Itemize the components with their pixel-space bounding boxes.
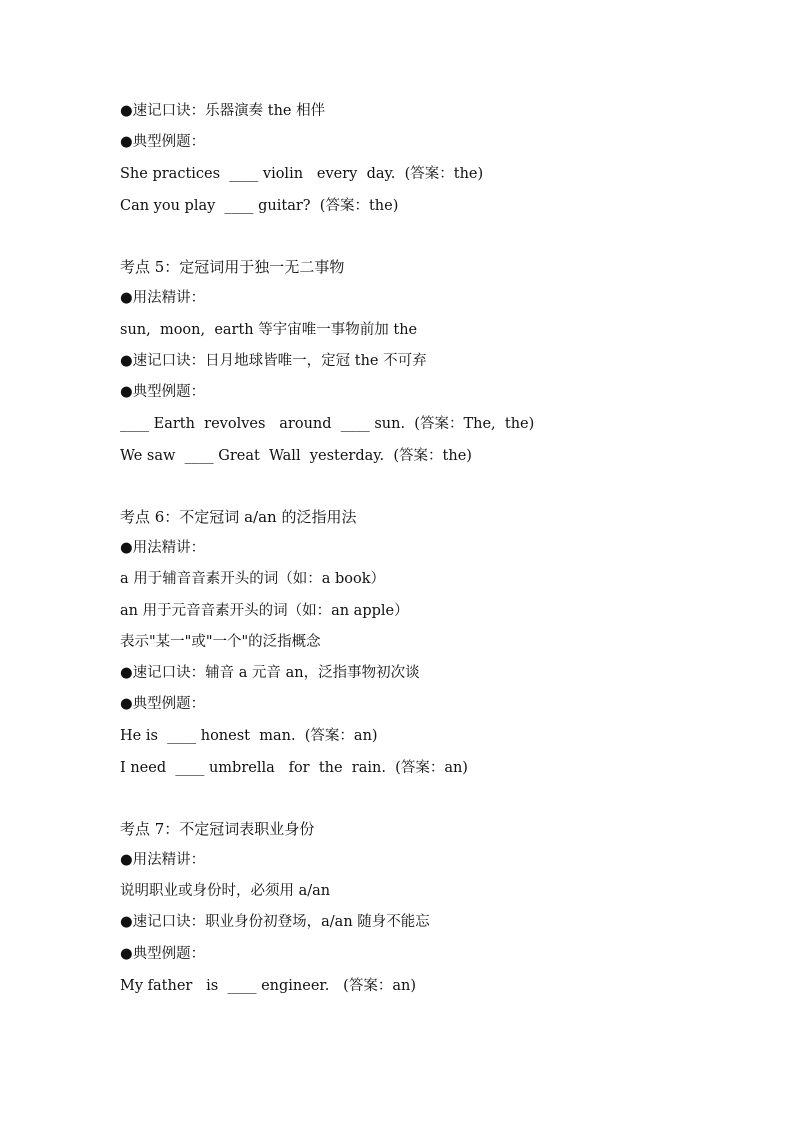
example-sentence: ____ Earth revolves around ____ sun. (答案：The, the) (120, 416, 535, 432)
usage-heading: ●用法精讲： (120, 852, 206, 868)
usage-heading: ●用法精讲： (120, 290, 206, 306)
example-heading: ●典型例题： (120, 134, 206, 150)
usage-text: a 用于辅音音素开头的词（如：a book） (120, 571, 386, 587)
example-sentence: She practices ____ violin every day. (答案：the) (120, 166, 484, 182)
example-heading: ●典型例题： (120, 384, 206, 400)
example-sentence: We saw ____ Great Wall yesterday. (答案：the) (120, 448, 472, 464)
section-heading-6: 考点 6：不定冠词 a/an 的泛指用法 (120, 508, 357, 526)
section-heading-5: 考点 5：定冠词用于独一无二事物 (120, 258, 345, 276)
usage-text: 说明职业或身份时，必须用 a/an (120, 883, 331, 899)
mnemonic-text: ●速记口诀：辅音 a 元音 an，泛指事物初次谈 (120, 665, 420, 681)
example-heading: ●典型例题： (120, 946, 206, 962)
mnemonic-instrument: ●速记口诀：乐器演奏 the 相伴 (120, 103, 326, 119)
usage-text: sun, moon, earth 等宇宙唯一事物前加 the (120, 322, 418, 338)
example-sentence: My father is ____ engineer. (答案：an) (120, 978, 416, 994)
example-sentence: I need ____ umbrella for the rain. (答案：an) (120, 760, 468, 776)
example-sentence: Can you play ____ guitar? (答案：the) (120, 198, 399, 214)
usage-text: an 用于元音音素开头的词（如：an apple） (120, 603, 409, 619)
example-sentence: He is ____ honest man. (答案：an) (120, 728, 378, 744)
mnemonic-text: ●速记口诀：日月地球皆唯一，定冠 the 不可弃 (120, 353, 427, 369)
example-heading: ●典型例题： (120, 696, 206, 712)
section-heading-7: 考点 7：不定冠词表职业身份 (120, 820, 315, 838)
usage-text: 表示"某一"或"一个"的泛指概念 (120, 634, 321, 650)
mnemonic-text: ●速记口诀：职业身份初登场，a/an 随身不能忘 (120, 914, 430, 930)
usage-heading: ●用法精讲： (120, 540, 206, 556)
